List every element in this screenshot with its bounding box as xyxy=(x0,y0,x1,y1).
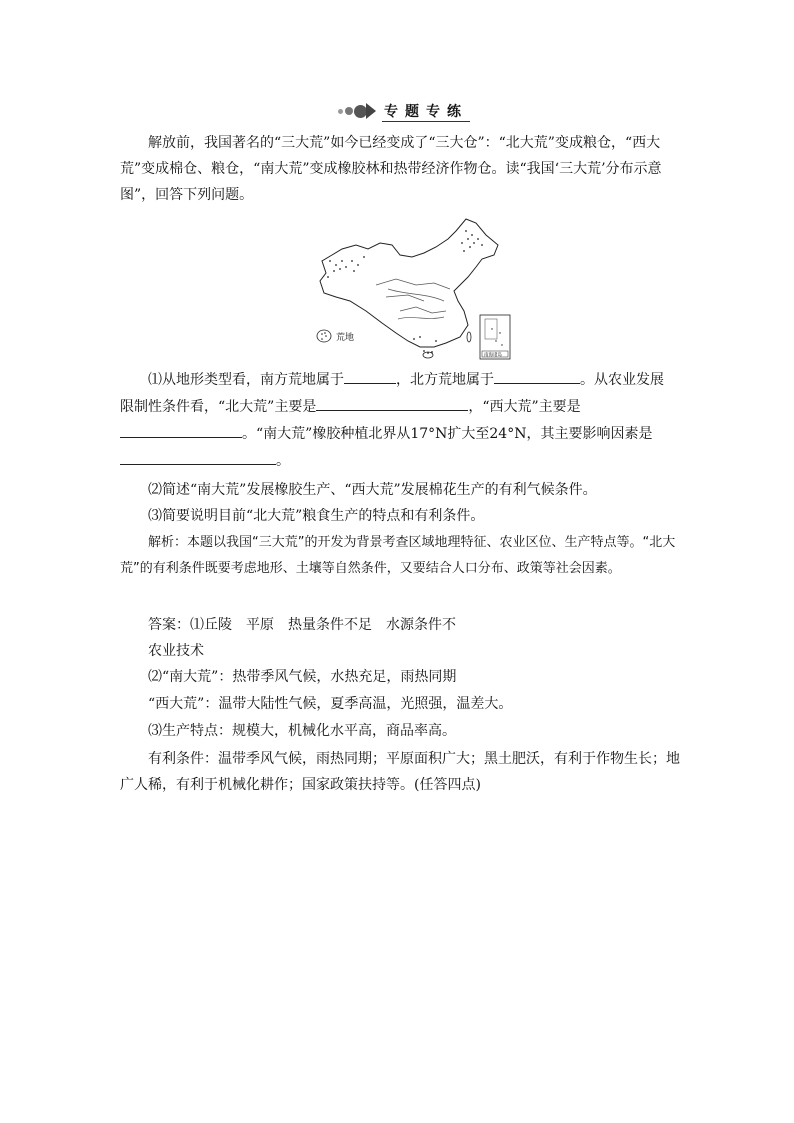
intro-paragraph: 解放前，我国著名的“三大荒”如今已经变成了“三大仓”：“北大荒”变成粮仓，“西大荒”变成棉仓、粮仓，“南大荒”变成橡胶林和热带经济作物仓。读“我国‘三大荒’分布示意图”，回答下列问题。 xyxy=(120,135,662,203)
question-1-line-3: 。“南大荒”橡胶种植北界从17°N扩大至24°N，其主要影响因素是 xyxy=(120,421,680,447)
answer-1-continued: 农业技术 xyxy=(148,643,204,659)
answer-blank[interactable] xyxy=(344,369,396,384)
taiwan-island xyxy=(467,332,471,342)
banner-dots-icon xyxy=(338,103,376,119)
legend-wasteland-symbol xyxy=(317,330,331,342)
answer-1: 答案：⑴丘陵 平原 热量条件不足 水源条件不 xyxy=(148,617,456,633)
answer-blank[interactable] xyxy=(316,396,468,411)
answer-blank[interactable] xyxy=(120,450,276,465)
question-1-line-2: 限制性条件看，“北大荒”主要是 ，“西大荒”主要是 xyxy=(120,394,680,420)
china-wasteland-map xyxy=(316,215,514,363)
question-1-line-4: 。 xyxy=(120,448,680,474)
section-banner xyxy=(338,99,470,123)
analysis-paragraph: 解析：本题以我国“三大荒”的开发为背景考查区域地理特征、农业区位、生产特点等。“北大荒”的有利条件既要考虑地形、土壤等自然条件，又要结合人口分布、政策等社会因素。 xyxy=(120,535,676,576)
answer-2-west: “西大荒”：温带大陆性气候，夏季高温，光照强，温差大。 xyxy=(148,696,513,712)
map-legend xyxy=(317,330,354,343)
legend-label: 荒地 xyxy=(336,333,355,343)
inset-label: 南海诸岛 xyxy=(484,353,502,358)
answer-3-features: ⑶生产特点：规模大，机械化水平高，商品率高。 xyxy=(148,723,456,739)
banner-title: 专题专练 xyxy=(382,101,470,122)
answer-3-conditions: 有利条件：温带季风气候，雨热同期；平原面积广大；黑土肥沃，有利于作物生长；地广人稀，有利于机械化耕作；国家政策扶持等。(任答四点) xyxy=(120,751,680,793)
question-2: ⑵简述“南大荒”发展橡胶生产、“西大荒”发展棉花生产的有利气候条件。 xyxy=(148,482,597,498)
question-3: ⑶简要说明目前“北大荒”粮食生产的特点和有利条件。 xyxy=(148,508,485,524)
answer-blank[interactable] xyxy=(120,423,242,438)
south-sea-inset xyxy=(480,315,510,359)
answer-blank[interactable] xyxy=(494,369,580,384)
question-1-line-1: ⑴从地形类型看，南方荒地属于 ，北方荒地属于 。从农业发展 xyxy=(120,367,680,393)
answer-2-south: ⑵“南大荒”：热带季风气候，水热充足，雨热同期 xyxy=(148,669,457,685)
